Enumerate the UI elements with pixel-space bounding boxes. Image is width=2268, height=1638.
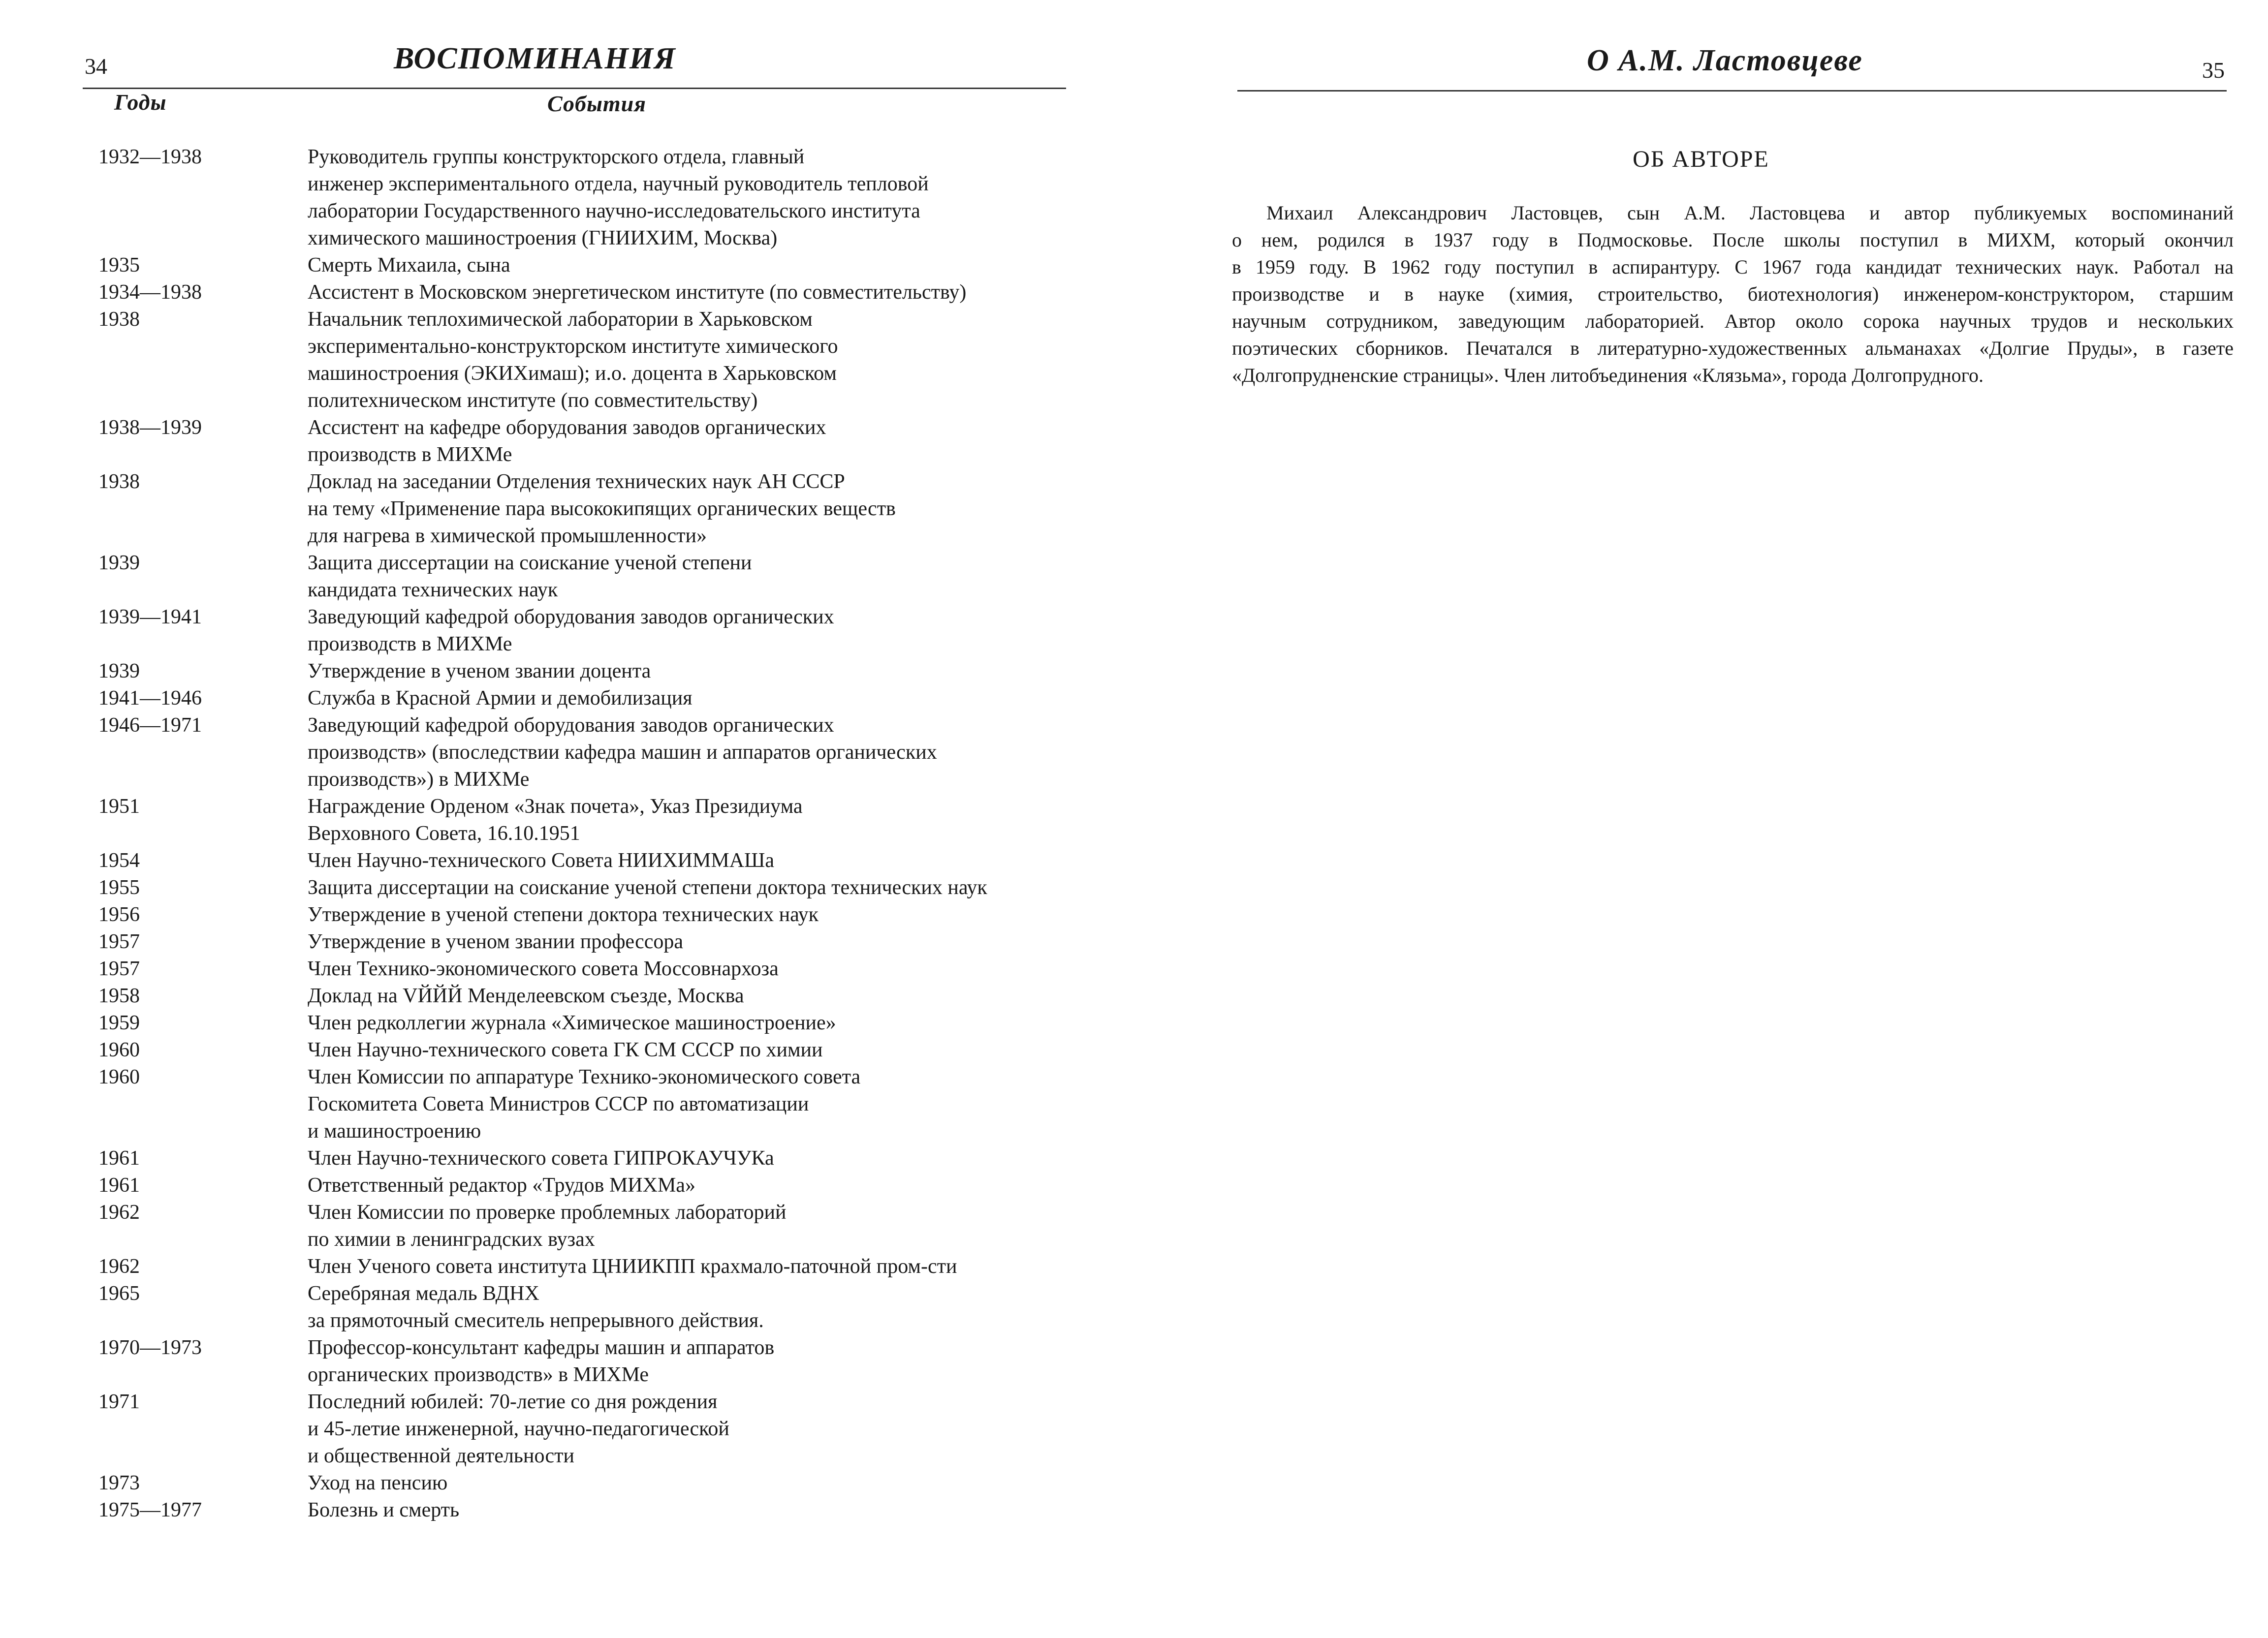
chronology-row	[98, 928, 1107, 956]
event-line: Доклад на VЙЙЙ Менделеевском съезде, Москва	[308, 985, 744, 1007]
event-cell	[308, 685, 1107, 712]
chronology-row	[98, 1172, 1107, 1199]
event-line: Член редколлегии журнала «Химическое машиностроение»	[308, 1012, 836, 1034]
event-line: лаборатории Государственного научно-исследовательского института	[308, 200, 920, 222]
year-cell: 1939	[98, 552, 140, 574]
event-cell	[308, 983, 1107, 1010]
event-line: за прямоточный смеситель непрерывного действия.	[308, 1309, 764, 1332]
year-cell: 1939	[98, 660, 140, 682]
event-line: Член Комиссии по аппаратуре Технико-экономического совета	[308, 1066, 861, 1088]
event-line: Заведующий кафедрой оборудования заводов органических	[308, 606, 834, 628]
chronology-row	[98, 874, 1107, 901]
event-line: Начальник теплохимической лаборатории в Харьковском	[308, 308, 813, 331]
event-line: Член Научно-технического совета ГИПРОКАУЧУКа	[308, 1147, 774, 1170]
page-number-left: 34	[85, 54, 107, 79]
event-line: для нагрева в химической промышленности»	[308, 525, 707, 547]
event-line: Утверждение в ученой степени доктора технических наук	[308, 903, 819, 926]
event-line: Госкомитета Совета Министров СССР по автоматизации	[308, 1093, 809, 1115]
chronology-row	[98, 1280, 1107, 1334]
year-cell: 1939—1941	[98, 606, 202, 628]
event-cell	[308, 793, 1107, 847]
event-cell	[308, 1334, 1107, 1389]
event-line: машиностроения (ЭКИХимаш); и.о. доцента в Харьковском	[308, 362, 837, 385]
chronology-row	[98, 1389, 1107, 1470]
event-line: Утверждение в ученом звании профессора	[308, 930, 684, 953]
event-cell	[308, 874, 1107, 901]
event-line: кандидата технических наук	[308, 579, 558, 601]
chronology-row	[98, 604, 1107, 658]
event-line: Член Научно-технического совета ГК СМ СССР по химии	[308, 1039, 823, 1061]
event-cell	[308, 279, 1107, 306]
event-cell	[308, 956, 1107, 983]
event-line: Служба в Красной Армии и демобилизация	[308, 687, 693, 710]
year-cell: 1957	[98, 930, 140, 953]
paragraph-line: производстве и в науке (химия, строительство, биотехнология) инженером-конструктором, старшим	[1232, 283, 2234, 305]
event-line: Смерть Михаила, сына	[308, 254, 510, 277]
event-cell	[308, 1172, 1107, 1199]
event-cell	[308, 414, 1107, 468]
year-cell: 1961	[98, 1174, 140, 1197]
event-cell	[308, 901, 1107, 928]
event-cell	[308, 712, 1107, 793]
event-cell	[308, 928, 1107, 956]
chronology-row	[98, 901, 1107, 928]
event-line: инженер экспериментального отдела, научный руководитель тепловой	[308, 173, 929, 195]
chronology-row	[98, 1253, 1107, 1280]
event-cell	[308, 1037, 1107, 1064]
chronology-row	[98, 468, 1107, 550]
event-cell	[308, 1064, 1107, 1145]
chronology-row	[98, 1470, 1107, 1497]
event-line: производств» (впоследствии кафедра машин и аппаратов органических	[308, 741, 937, 764]
year-cell: 1957	[98, 958, 140, 980]
column-header-years: Годы	[114, 90, 167, 115]
year-cell: 1938	[98, 308, 140, 331]
event-cell	[308, 144, 1107, 252]
chronology-row	[98, 956, 1107, 983]
year-cell: 1959	[98, 1012, 140, 1034]
paragraph-line: о нем, родился в 1937 году в Подмосковье. После школы поступил в МИХМ, который окончил	[1232, 229, 2234, 251]
year-cell: 1960	[98, 1066, 140, 1088]
column-header-events: События	[547, 91, 646, 116]
chronology-row	[98, 306, 1107, 414]
event-cell	[308, 468, 1107, 550]
event-cell	[308, 1389, 1107, 1470]
chronology-row	[98, 658, 1107, 685]
event-cell	[308, 1470, 1107, 1497]
event-line: Член Научно-технического Совета НИИХИММАШа	[308, 849, 775, 872]
chronology-row	[98, 983, 1107, 1010]
year-cell: 1960	[98, 1039, 140, 1061]
year-cell: 1954	[98, 849, 140, 872]
year-cell: 1941—1946	[98, 687, 202, 710]
running-head-right: О А.М. Ластовцеве	[1587, 44, 1863, 77]
event-line: Доклад на заседании Отделения технических наук АН СССР	[308, 470, 845, 493]
event-line: Член Ученого совета института ЦНИИКПП крахмало-паточной пром-сти	[308, 1255, 957, 1278]
year-cell: 1958	[98, 985, 140, 1007]
year-cell: 1955	[98, 876, 140, 899]
chronology-row	[98, 1010, 1107, 1037]
chronology-row	[98, 1145, 1107, 1172]
paragraph-line: научным сотрудником, заведующим лабораторией. Автор около сорока научных трудов и нескольких	[1232, 310, 2234, 332]
header-rule-left	[83, 88, 1066, 89]
year-cell: 1951	[98, 795, 140, 818]
page-number-right: 35	[2202, 58, 2225, 83]
year-cell: 1935	[98, 254, 140, 277]
event-line: Верховного Совета, 16.10.1951	[308, 822, 580, 845]
year-cell: 1961	[98, 1147, 140, 1170]
header-rule-right	[1237, 90, 2227, 92]
event-line: по химии в ленинградских вузах	[308, 1228, 595, 1251]
event-line: химического машиностроения (ГНИИХИМ, Москва)	[308, 227, 778, 249]
year-cell: 1962	[98, 1255, 140, 1278]
event-line: Член Комиссии по проверке проблемных лабораторий	[308, 1201, 787, 1224]
chronology-row	[98, 712, 1107, 793]
chronology-row	[98, 1037, 1107, 1064]
year-cell: 1971	[98, 1391, 140, 1413]
event-cell	[308, 1145, 1107, 1172]
event-line: и 45-летие инженерной, научно-педагогической	[308, 1418, 729, 1440]
section-title: ОБ АВТОРЕ	[1633, 146, 1769, 172]
event-line: Защита диссертации на соискание ученой степени	[308, 552, 752, 574]
chronology-row	[98, 685, 1107, 712]
event-line: Награждение Орденом «Знак почета», Указ Президиума	[308, 795, 803, 818]
paragraph-line: в 1959 году. В 1962 году поступил в аспирантуру. С 1967 года кандидат технических наук. Работал на	[1232, 256, 2234, 278]
event-line: Заведующий кафедрой оборудования заводов органических	[308, 714, 834, 737]
chronology-table	[98, 144, 1107, 1524]
year-cell: 1962	[98, 1201, 140, 1224]
author-bio-paragraph	[1232, 199, 2234, 389]
event-line: органических производств» в МИХМе	[308, 1363, 649, 1386]
event-line: производств») в МИХМе	[308, 768, 530, 791]
event-cell	[308, 604, 1107, 658]
year-cell: 1956	[98, 903, 140, 926]
event-cell	[308, 252, 1107, 279]
event-line: Ответственный редактор «Трудов МИХМа»	[308, 1174, 695, 1197]
event-line: и машиностроению	[308, 1120, 481, 1143]
event-cell	[308, 658, 1107, 685]
paragraph-line: поэтических сборников. Печатался в литературно-художественных альманахах «Долгие Пруды», в газете	[1232, 337, 2234, 359]
right-page	[1134, 0, 2268, 1638]
event-cell	[308, 1199, 1107, 1253]
event-line: экспериментально-конструкторском институте химического	[308, 335, 838, 358]
year-cell: 1970—1973	[98, 1336, 202, 1359]
year-cell: 1975—1977	[98, 1499, 202, 1521]
paragraph-line: «Долгопрудненские страницы». Член литобъединения «Клязьма», города Долгопрудного.	[1232, 364, 1984, 386]
year-cell: 1973	[98, 1472, 140, 1494]
year-cell: 1965	[98, 1282, 140, 1305]
event-cell	[308, 1280, 1107, 1334]
event-line: Руководитель группы конструкторского отдела, главный	[308, 146, 805, 168]
chronology-row	[98, 252, 1107, 279]
event-cell	[308, 550, 1107, 604]
event-line: политехническом институте (по совместительству)	[308, 389, 758, 412]
chronology-row	[98, 793, 1107, 847]
year-cell: 1934—1938	[98, 281, 202, 304]
event-line: Утверждение в ученом звании доцента	[308, 660, 651, 682]
event-line: Уход на пенсию	[308, 1472, 448, 1494]
chronology-row	[98, 1334, 1107, 1389]
event-line: на тему «Применение пара высококипящих органических веществ	[308, 497, 896, 520]
event-line: Защита диссертации на соискание ученой степени доктора технических наук	[308, 876, 987, 899]
chronology-row	[98, 279, 1107, 306]
event-line: Ассистент на кафедре оборудования заводов органических	[308, 416, 826, 439]
event-cell	[308, 306, 1107, 414]
running-head-left: ВОСПОМИНАНИЯ	[394, 42, 676, 75]
event-line: Серебряная медаль ВДНХ	[308, 1282, 539, 1305]
event-cell	[308, 1497, 1107, 1524]
event-line: Профессор-консультант кафедры машин и аппаратов	[308, 1336, 775, 1359]
chronology-row	[98, 550, 1107, 604]
event-cell	[308, 1253, 1107, 1280]
event-line: Член Технико-экономического совета Моссовнархоза	[308, 958, 779, 980]
chronology-row	[98, 847, 1107, 874]
event-line: Ассистент в Московском энергетическом институте (по совместительству)	[308, 281, 967, 304]
event-cell	[308, 1010, 1107, 1037]
paragraph-line: Михаил Александрович Ластовцев, сын А.М. Ластовцева и автор публикуемых воспоминаний	[1266, 202, 2234, 224]
chronology-row	[98, 1064, 1107, 1145]
event-cell	[308, 847, 1107, 874]
event-line: производств в МИХМе	[308, 633, 512, 655]
chronology-row	[98, 144, 1107, 252]
chronology-row	[98, 1497, 1107, 1524]
event-line: производств в МИХМе	[308, 443, 512, 466]
year-cell: 1946—1971	[98, 714, 202, 737]
event-line: Болезнь и смерть	[308, 1499, 460, 1521]
event-line: и общественной деятельности	[308, 1445, 574, 1467]
year-cell: 1932—1938	[98, 146, 202, 168]
chronology-row	[98, 414, 1107, 468]
event-line: Последний юбилей: 70-летие со дня рождения	[308, 1391, 718, 1413]
year-cell: 1938	[98, 470, 140, 493]
year-cell: 1938—1939	[98, 416, 202, 439]
chronology-row	[98, 1199, 1107, 1253]
